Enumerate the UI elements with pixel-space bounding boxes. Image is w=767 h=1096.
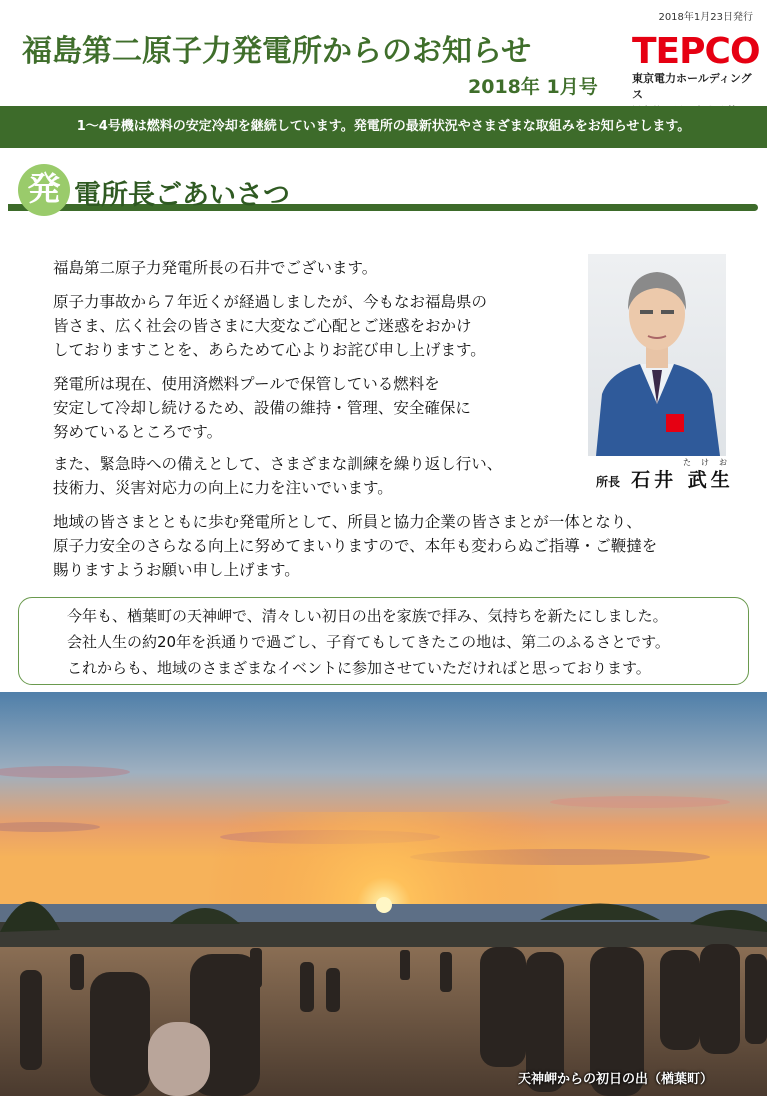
greeting-paragraph-4: 地域の皆さまとともに歩む発電所として、所員と協力企業の皆さまとが一体となり、 原子力安全のさらなる向上に努めてまいりますので、本年も変わらぬご指導・ご鞭撻を 賜りますようお願い申し上げます。: [53, 513, 658, 579]
name-ruby: たけお: [683, 458, 737, 467]
director-portrait: [588, 254, 726, 456]
section-title: 電所長ごあいさつ: [74, 180, 290, 211]
portrait-caption: [596, 465, 734, 492]
section-title-initial: 発: [18, 164, 70, 216]
page-title: 福島第二原子力発電所からのお知らせ: [22, 34, 532, 69]
greeting-paragraph-2: 発電所は現在、使用済燃料プールで保管している燃料を 安定して冷却し続けるため、設備の維持・管理、安全確保に 努めているところです。: [53, 375, 471, 441]
issue-number: 2018年 1月号: [468, 76, 598, 98]
greeting-intro: 福島第二原子力発電所長の石井でございます。: [53, 259, 378, 277]
greeting-paragraph-3: また、緊急時への備えとして、さまざまな訓練を繰り返し行い、 技術力、災害対応力の向上に力を注いでいます。: [53, 455, 503, 497]
tepco-logo: [632, 31, 760, 116]
greeting-paragraph-1: 原子力事故から７年近くが経過しましたが、今もなお福島県の 皆さま、広く社会の皆さまに大変なご心配とご迷惑をおかけ しておりますことを、あらためて心よりお詫び申し上げます。: [53, 293, 488, 359]
director-name: 石井 武生: [631, 469, 734, 491]
sunrise-photo-illustration: [0, 692, 767, 1096]
logo-wordmark: TEPCO: [632, 31, 760, 72]
sunrise-photo: [0, 692, 767, 1096]
issue-date: 2018年1月23日発行: [658, 12, 753, 23]
message-line: 今年も、楢葉町の天神岬で、清々しい初日の出を家族で拝み、気持ちを新たにしました。: [67, 607, 668, 625]
portrait-illustration: [588, 254, 726, 456]
photo-caption: 天神岬からの初日の出（楢葉町）: [518, 1072, 714, 1087]
personal-message-box: [18, 597, 749, 685]
status-banner: 1〜4号機は燃料の安定冷却を継続しています。発電所の最新状況やさまざまな取組みをお知らせします。: [0, 106, 767, 148]
logo-company-name: 東京電力ホールディングス: [632, 72, 752, 101]
message-line: 会社人生の約20年を浜通りで過ごし、子育てもしてきたこの地は、第二のふるさとです。: [67, 633, 670, 651]
message-line: これからも、地域のさまざまなイベントに参加させていただければと思っております。: [67, 659, 651, 677]
director-role: 所長: [596, 475, 621, 489]
